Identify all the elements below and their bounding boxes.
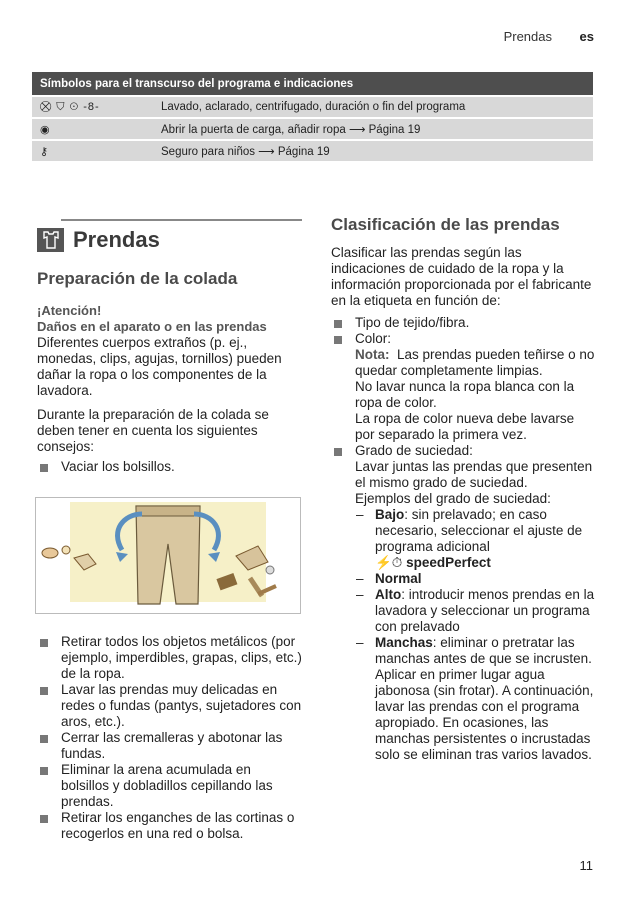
list-item: – Bajo: sin prelavado; en caso necesario, seleccionar el ajuste de programa adicional ⚡⏱ speedPerfect (356, 507, 583, 570)
note-text: Las prendas pueden teñirse o no quedar completamente limpias. (355, 347, 595, 378)
right-column (331, 215, 596, 763)
list-item: Cerrar las cremalleras y abotonar las fundas. (37, 730, 302, 762)
table-row (32, 140, 593, 161)
table-row (32, 118, 593, 140)
speedperfect-icon: ⚡⏱ (375, 555, 403, 570)
section-divider (61, 219, 302, 221)
table-cell: Lavado, aclarado, centrifugado, duración o fin del programa (153, 96, 593, 118)
list-item: Vaciar los bolsillos. (37, 459, 302, 475)
door-icon: ◉ (32, 118, 153, 140)
header-language: es (579, 29, 594, 44)
table-row (32, 96, 593, 118)
symbols-table (32, 72, 593, 161)
list-item: Color: Nota: Las prendas pueden teñirse o no quedar completamente limpias. No lavar nunca la ropa blanca con la ropa de color. La ropa de color nueva debe lavarse por separado la primera vez. (331, 331, 596, 443)
table-cell: Abrir la puerta de carga, añadir ropa ⟶ Página 19 (153, 118, 593, 140)
symbols-table-title: Símbolos para el transcurso del programa e indicaciones (32, 72, 593, 96)
warning-text: Diferentes cuerpos extraños (p. ej., monedas, clips, agujas, tornillos) pueden dañar la ropa o los componentes de la lavadora. (37, 335, 282, 398)
table-cell: Seguro para niños ⟶ Página 19 (153, 140, 593, 161)
intro-text: Clasificar las prendas según las indicaciones de cuidado de la ropa y la información proporcionada por el fabricante en la etiqueta en función de: (331, 245, 592, 308)
warning-title: ¡Atención! (37, 303, 102, 318)
list-item: – Alto: introducir menos prendas en la lavadora y seleccionar un programa con prelavado (356, 587, 595, 634)
list-item: Retirar los enganches de las cortinas o recogerlos en una red o bolsa. (37, 810, 302, 842)
section-title: Clasificación de las prendas (331, 215, 560, 234)
list-item: Retirar todos los objetos metálicos (por ejemplo, imperdibles, grapas, clips, etc.) de la ropa. (37, 634, 302, 682)
key-icon: ⚷ (32, 140, 153, 161)
list-item: – Manchas: eliminar o pretratar las manchas antes de que se incrusten. Aplicar en primer lugar agua jabonosa (sin frotar). A continuación, lavar las prendas con el programa apropiado. En ocasiones, las manchas persistentes o incrustadas solo se eliminan tras varios lavados. (356, 635, 594, 762)
section-heading (37, 227, 302, 253)
intro-text: Durante la preparación de la colada se deben tener en cuenta los siguientes consejos: (37, 407, 269, 454)
note-text: La ropa de color nueva debe lavarse por separado la primera vez. (355, 411, 575, 442)
pockets-illustration (35, 497, 301, 614)
bullet-list (331, 315, 596, 763)
note-label: Nota: (355, 347, 390, 362)
bullet-list (37, 634, 302, 842)
header-section: Prendas (503, 29, 552, 44)
list-item: Tipo de tejido/fibra. (331, 315, 596, 331)
list-item: Eliminar la arena acumulada en bolsillos y dobladillos cepillando las prendas. (37, 762, 302, 810)
bullet-list (37, 459, 302, 475)
warning-subtitle: Daños en el aparato o en las prendas (37, 319, 267, 334)
list-item: Grado de suciedad: Lavar juntas las prendas que presenten el mismo grado de suciedad. Ejemplos del grado de suciedad: – Bajo: sin prelavado; en caso necesario, seleccionar el ajuste de programa adicional ⚡⏱ speedPerfect – Normal – Alto: introducir menos prendas en la lavadora y seleccionar un programa con prelavado – Manchas: eliminar o pretratar las manchas antes de que se incrusten. Aplicar en primer lugar agua jabonosa (sin frotar). A continuación, lavar las prendas con el programa apropiado. En ocasiones, las manchas persistentes o incrustadas solo se eliminan tras varios lavados. (331, 443, 596, 763)
laundry-icon (37, 228, 64, 252)
page-number: 11 (579, 858, 593, 873)
page-title: Prendas (73, 227, 160, 252)
program-symbols-icon: ⛒ ⛉ ⊙ -8- (32, 96, 153, 118)
left-column (37, 219, 302, 842)
list-item: Lavar las prendas muy delicadas en redes o fundas (pantys, sujetadores con aros, etc.). (37, 682, 302, 730)
list-item: – Normal (356, 571, 422, 586)
note-text: No lavar nunca la ropa blanca con la ropa de color. (355, 379, 575, 410)
subtitle: Preparación de la colada (37, 269, 238, 288)
dash-list (355, 507, 596, 763)
